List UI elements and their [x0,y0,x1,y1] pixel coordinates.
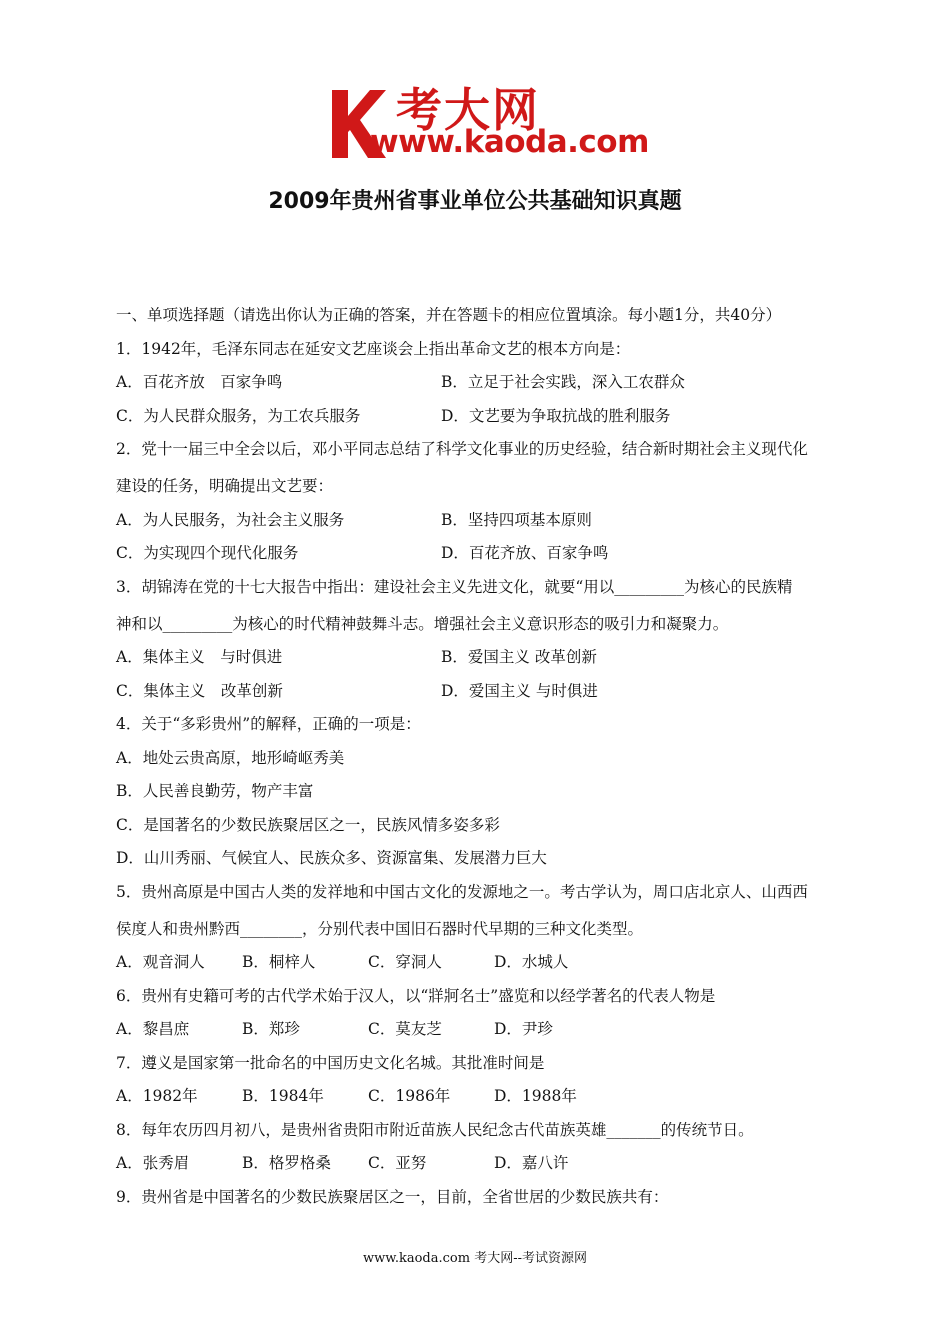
option-c: C．为实现四个现代化服务 [116,544,299,562]
question-2-stem-cont: 建设的任务，明确提出文艺要： [116,477,334,495]
question-8-options-row [116,1150,856,1184]
option-b: B．桐梓人 [242,953,316,971]
option-c: C．莫友芝 [368,1020,442,1038]
option-c: C．1986年 [368,1087,451,1105]
option-b: B．人民善良勤劳，物产丰富 [116,782,314,800]
question-3-options-row [116,644,856,678]
option-a: A．集体主义 与时俱进 [116,648,283,666]
option-b: B．爱国主义 改革创新 [441,648,597,666]
question-5-options-row [116,949,856,983]
question-5-stem: 5．贵州高原是中国古人类的发祥地和中国古文化的发源地之一。考古学认为，周口店北京人、山西西 [116,882,808,901]
kaoda-logo [328,78,648,162]
option-d: D．嘉八许 [494,1154,569,1172]
question-6-options-row [116,1016,856,1050]
option-b: B．坚持四项基本原则 [441,510,592,529]
question-5-stem-cont: 侯度人和贵州黔西________，分别代表中国旧石器时代早期的三种文化类型。 [116,919,644,938]
option-b: B．格罗格桑 [242,1154,331,1172]
option-d: D．百花齐放、百家争鸣 [441,544,609,562]
question-1-options-row [116,403,856,437]
option-b: B．立足于社会实践，深入工农群众 [441,373,685,391]
question-3-options-row [116,678,856,712]
option-a: A．张秀眉 [116,1154,190,1172]
logo-chinese-text: 考大网 [396,83,540,137]
option-d: D．尹珍 [494,1020,553,1038]
option-b: B．1984年 [242,1087,324,1105]
logo-url-text: www.kaoda.com [370,124,649,160]
option-a: A．黎昌庶 [116,1020,190,1038]
question-2-stem: 2．党十一届三中全会以后，邓小平同志总结了科学文化事业的历史经验，结合新时期社会主义现代化 [116,440,808,458]
question-2-options-row [116,540,856,574]
page-footer: www.kaoda.com 考大网--考试资源网 [363,1251,587,1266]
option-b: B．郑珍 [242,1020,300,1038]
question-2-options-row [116,507,856,541]
option-c: C．是国著名的少数民族聚居区之一，民族风情多姿多彩 [116,815,500,834]
question-9-stem: 9．贵州省是中国著名的少数民族聚居区之一，目前，全省世居的少数民族共有： [116,1187,669,1206]
question-3-stem-cont: 神和以_________为核心的时代精神鼓舞斗志。增强社会主义意识形态的吸引力和凝聚力。 [116,614,729,633]
question-1-stem: 1．1942年，毛泽东同志在延安文艺座谈会上指出革命文艺的根本方向是： [116,339,631,358]
section-heading: 一、单项选择题（请选出你认为正确的答案，并在答题卡的相应位置填涂。每小题1分，共40分） [116,306,782,324]
option-c: C．集体主义 改革创新 [116,681,283,700]
option-d: D．文艺要为争取抗战的胜利服务 [441,406,671,425]
question-7-stem: 7．遵义是国家第一批命名的中国历史文化名城。其批准时间是 [116,1053,545,1072]
question-1-options-row [116,369,856,403]
option-a: A．百花齐放 百家争鸣 [116,373,283,391]
option-a: A．地处云贵高原，地形崎岖秀美 [116,748,345,767]
option-d: D．山川秀丽、气候宜人、民族众多、资源富集、发展潜力巨大 [116,849,547,867]
question-6-stem: 6．贵州有史籍可考的古代学术始于汉人，以“牂牁名士”盛览和以经学著名的代表人物是 [116,986,716,1005]
question-list [116,302,856,1217]
option-a: A．为人民服务，为社会主义服务 [116,510,345,529]
option-c: C．为人民群众服务，为工农兵服务 [116,406,361,425]
question-8-stem: 8．每年农历四月初八，是贵州省贵阳市附近苗族人民纪念古代苗族英雄_______的传统节日。 [116,1120,754,1139]
option-a: A．1982年 [116,1087,198,1105]
option-d: D．爱国主义 与时俱进 [441,681,598,700]
question-7-options-row [116,1083,856,1117]
option-c: C．亚努 [368,1154,427,1172]
option-c: C．穿洞人 [368,953,442,971]
question-4-stem: 4．关于“多彩贵州”的解释，正确的一项是： [116,715,421,733]
option-a: A．观音洞人 [116,953,205,971]
option-d: D．1988年 [494,1087,577,1105]
option-d: D．水城人 [494,953,569,971]
question-3-stem: 3．胡锦涛在党的十七大报告中指出：建设社会主义先进文化，就要“用以_________为核心的民族精 [116,577,793,596]
page-title: 2009年贵州省事业单位公共基础知识真题 [268,189,682,214]
